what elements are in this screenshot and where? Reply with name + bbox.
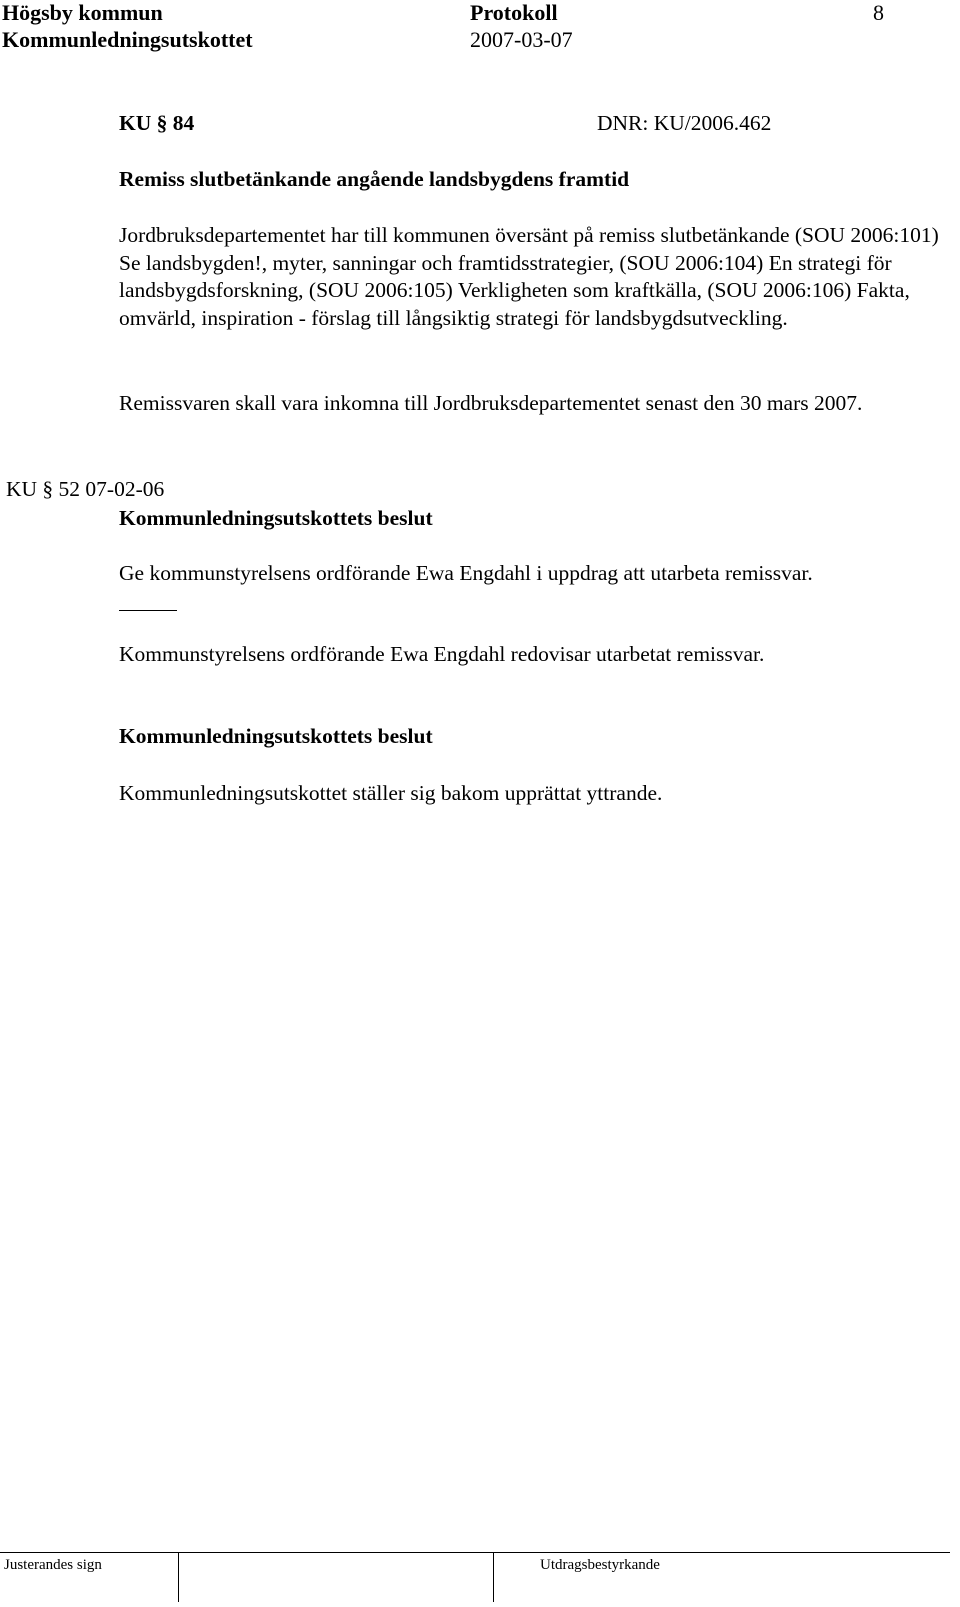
document-type: Protokoll <box>470 0 558 25</box>
footer-adjuster-sign: Justerandes sign <box>4 1557 102 1573</box>
diary-number: DNR: KU/2006.462 <box>597 111 772 135</box>
footer-divider-left <box>178 1552 179 1602</box>
footer-rule <box>0 1552 950 1553</box>
final-decision-heading: Kommunledningsutskottets beslut <box>119 724 433 748</box>
paragraph-referral: Jordbruksdepartementet har till kommunen översänt på remiss slutbetänkande (SOU 2006:101) Se landsbygden!, myter, sanningar och framtidsstrategier, (SOU 2006:104) En strategi för landsbygdsforskning, (SOU 2006:105) Verkligheten som kraftkälla, (SOU 2006:106) Fakta, omvärld, inspiration - förslag till långsiktig strategi för landsbygdsutveckling. <box>119 223 939 330</box>
committee-name: Kommunledningsutskottet <box>2 27 253 52</box>
final-decision-text: Kommunledningsutskottet ställer sig bakom upprättat yttrande. <box>119 781 663 805</box>
org-name: Högsby kommun <box>2 0 163 25</box>
page-number: 8 <box>873 0 884 25</box>
report-text: Kommunstyrelsens ordförande Ewa Engdahl redovisar utarbetat remissvar. <box>119 642 765 666</box>
paragraph-deadline: Remissvaren skall vara inkomna till Jordbruksdepartementet senast den 30 mars 2007. <box>119 391 863 415</box>
item-number: KU § 84 <box>119 111 195 135</box>
decision-heading: Kommunledningsutskottets beslut <box>119 506 433 530</box>
previous-reference: KU § 52 07-02-06 <box>6 477 165 501</box>
meeting-date: 2007-03-07 <box>470 27 573 52</box>
item-title: Remiss slutbetänkande angående landsbygdens framtid <box>119 167 630 191</box>
decision-text: Ge kommunstyrelsens ordförande Ewa Engdahl i uppdrag att utarbeta remissvar. <box>119 561 813 585</box>
separator-line <box>119 610 177 611</box>
footer-divider-right <box>493 1552 494 1602</box>
footer-extract-certification: Utdragsbestyrkande <box>540 1557 660 1573</box>
